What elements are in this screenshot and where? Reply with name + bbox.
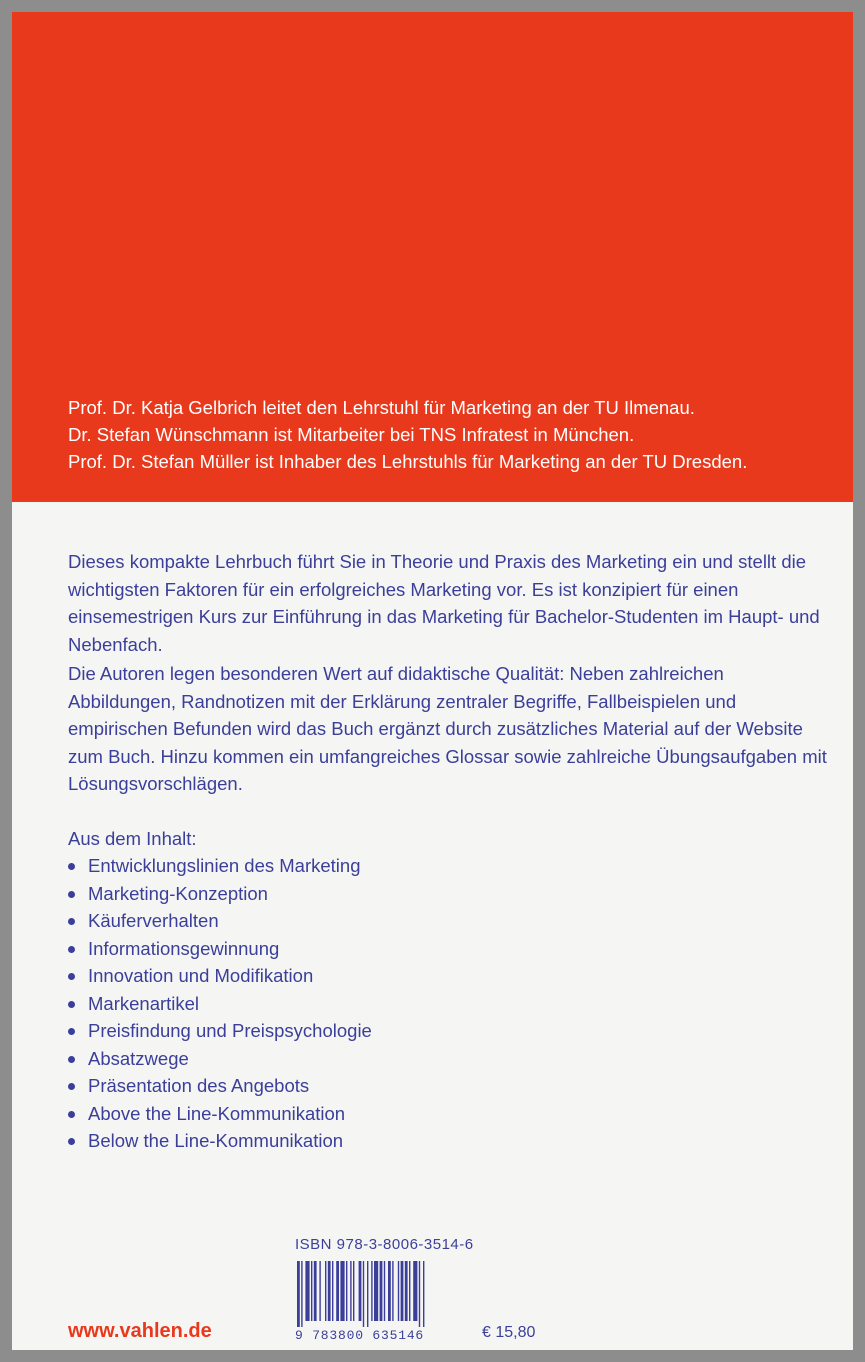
- barcode-bar: [353, 1261, 354, 1321]
- price: € 15,80: [482, 1324, 536, 1341]
- barcode-bar: [380, 1261, 383, 1321]
- author-line: Prof. Dr. Stefan Müller ist Inhaber des Lehrstuhls für Marketing an der TU Dresden.: [68, 451, 748, 472]
- list-item: Preisfindung und Preispsychologie: [68, 1017, 372, 1045]
- contents-list: [68, 852, 372, 1155]
- barcode-bar: [405, 1261, 408, 1321]
- barcode-bar: [350, 1261, 351, 1321]
- barcode-bar: [363, 1261, 364, 1327]
- barcode-bar: [314, 1261, 317, 1321]
- barcode-bar: [398, 1261, 399, 1321]
- bullet-icon: [68, 918, 75, 925]
- publisher-url[interactable]: www.vahlen.de: [68, 1320, 212, 1342]
- list-item: Käuferverhalten: [68, 907, 372, 935]
- barcode-bar: [371, 1261, 372, 1321]
- list-item: Innovation und Modifikation: [68, 962, 372, 990]
- contents-title: Aus dem Inhalt:: [68, 828, 197, 849]
- list-item: Marketing-Konzeption: [68, 880, 372, 908]
- barcode-bar: [297, 1261, 300, 1327]
- barcode-bar: [332, 1261, 333, 1321]
- list-item: Absatzwege: [68, 1045, 372, 1073]
- barcode-bar: [423, 1261, 424, 1327]
- description-paragraph-1: Dieses kompakte Lehrbuch führt Sie in Theorie und Praxis des Marketing ein und stellt die wichtigsten Faktoren für ein erfolgreiches Marketing vor. Es ist konzipiert für einen einsemestrigen Kurs zur Einführung in das Marketing für Bachelor-Studenten im Haupt- und Nebenfach.: [68, 551, 820, 655]
- barcode-bar: [419, 1261, 420, 1327]
- description-panel: [12, 502, 853, 1350]
- author-list: [68, 394, 747, 475]
- bullet-icon: [68, 1083, 75, 1090]
- barcode-bar: [401, 1261, 404, 1321]
- author-line: Prof. Dr. Katja Gelbrich leitet den Lehrstuhl für Marketing an der TU Ilmenau.: [68, 397, 695, 418]
- book-back-cover: [12, 12, 853, 1350]
- barcode-bar: [340, 1261, 344, 1321]
- barcode-bar: [413, 1261, 417, 1321]
- barcode-bar: [325, 1261, 326, 1321]
- barcode-icon: [295, 1261, 475, 1327]
- list-item: Above the Line-Kommunikation: [68, 1100, 372, 1128]
- barcode-bar: [311, 1261, 312, 1321]
- barcode-bar: [374, 1261, 378, 1321]
- barcode-bar: [392, 1261, 393, 1321]
- barcode-digits: 9 783800 635146: [295, 1328, 425, 1343]
- author-panel: [12, 12, 853, 502]
- barcode-bar: [336, 1261, 339, 1321]
- barcode-bar: [359, 1261, 362, 1321]
- bullet-icon: [68, 1056, 75, 1063]
- barcode-bar: [388, 1261, 391, 1321]
- list-item: Below the Line-Kommunikation: [68, 1127, 372, 1155]
- barcode-bar: [301, 1261, 302, 1327]
- bullet-icon: [68, 1111, 75, 1118]
- list-item: Informationsgewinnung: [68, 935, 372, 963]
- isbn-label: ISBN 978-3-8006-3514-6: [295, 1236, 474, 1253]
- bullet-icon: [68, 891, 75, 898]
- bullet-icon: [68, 946, 75, 953]
- bullet-icon: [68, 1028, 75, 1035]
- description-paragraph-2: Die Autoren legen besonderen Wert auf didaktische Qualität: Neben zahlreichen Abbildungen, Randnotizen mit der Erklärung zentraler Begriffe, Fallbeispielen und empirischen Befunden wird das Buch ergänzt durch zusätzliches Material auf der Website zum Buch. Hinzu kommen ein umfangreiches Glossar sowie zahlreiche Übungsaufgaben mit Lösungsvorschlägen.: [68, 663, 827, 794]
- bullet-icon: [68, 1138, 75, 1145]
- barcode-bar: [305, 1261, 309, 1321]
- barcode-bar: [384, 1261, 385, 1321]
- author-line: Dr. Stefan Wünschmann ist Mitarbeiter bei TNS Infratest in München.: [68, 424, 635, 445]
- bullet-icon: [68, 863, 75, 870]
- list-item: Präsentation des Angebots: [68, 1072, 372, 1100]
- barcode-bar: [346, 1261, 347, 1321]
- bullet-icon: [68, 1001, 75, 1008]
- list-item: Markenartikel: [68, 990, 372, 1018]
- bullet-icon: [68, 973, 75, 980]
- barcode-bar: [328, 1261, 331, 1321]
- barcode-bar: [367, 1261, 368, 1327]
- list-item: Entwicklungslinien des Marketing: [68, 852, 372, 880]
- barcode-bar: [319, 1261, 320, 1321]
- barcode-bar: [409, 1261, 410, 1321]
